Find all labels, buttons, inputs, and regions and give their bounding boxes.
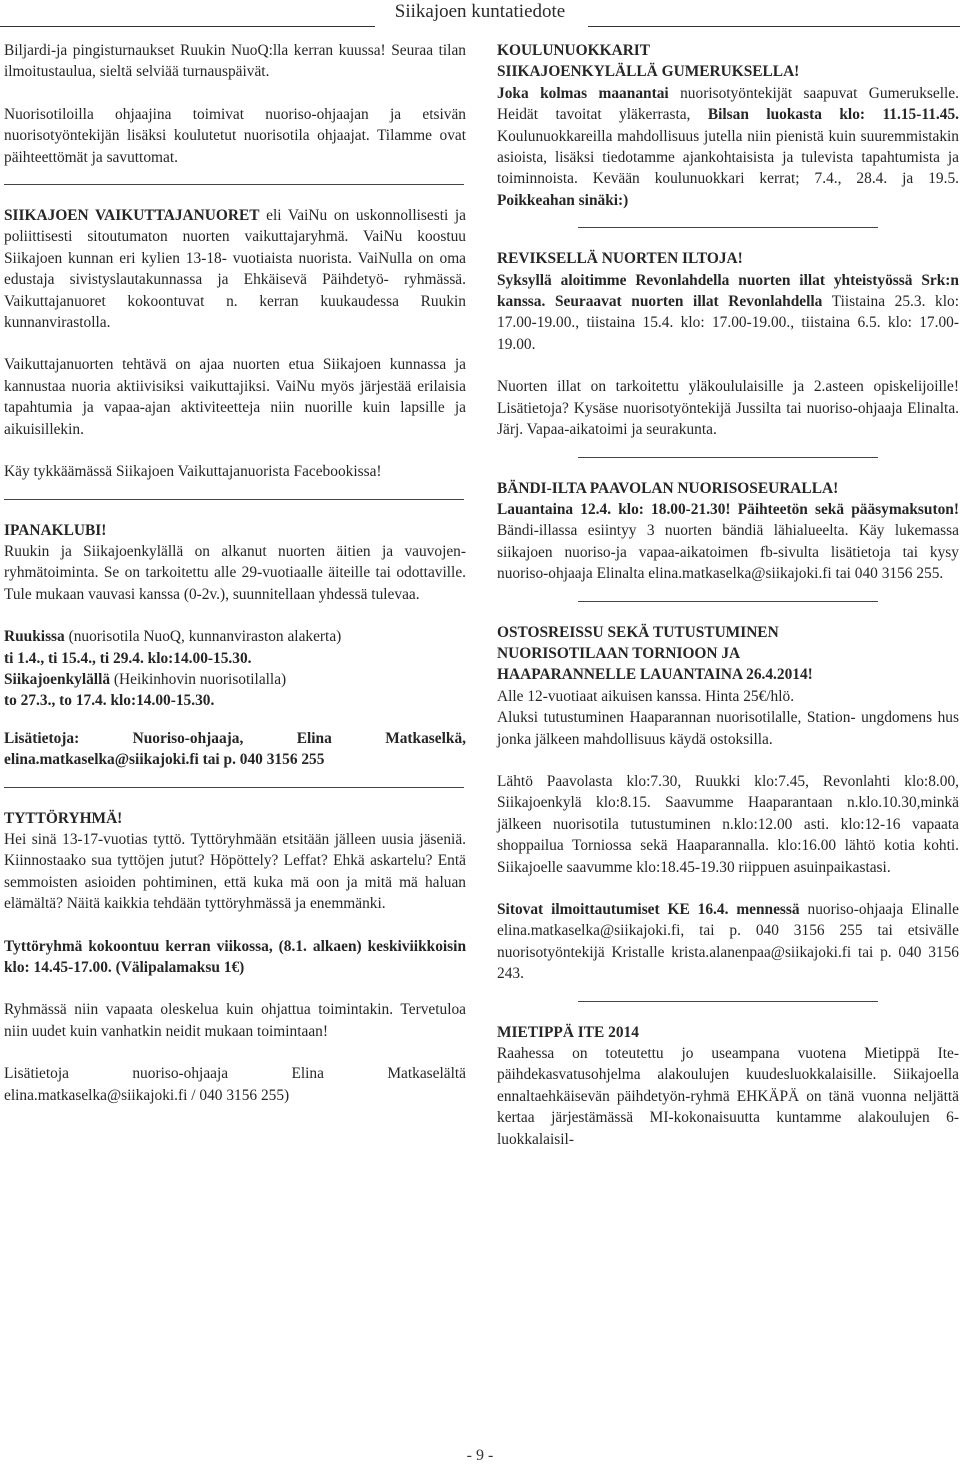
bandi-ilta-title: BÄNDI-ILTA PAAVOLAN NUORISOSEURALLA! [497, 479, 839, 497]
ipanaklubi-schedule [4, 626, 466, 712]
revonlahti-info: Nuorten illat on tarkoitettu yläkoululaisille ja 2.asteen opiskelijoille! Lisätietoja? Kysäse nuorisotyöntekijä Jussilta tai nuoriso-ohjaaja Elinalta. Järj. Vapaa-aikatoimi ja seurakunta. [497, 378, 959, 439]
ostosreissu-description: Aluksi tutustuminen Haaparannan nuorisotilalle, Station- ungdomens hus jonka jälkeen mahdollisuus käydä ostoksilla. [497, 709, 959, 748]
koulunuokkarit-paragraph [497, 83, 959, 211]
header-title: Siikajoen kuntatiedote [394, 1, 566, 22]
vainu-task-paragraph: Vaikuttajanuorten tehtävä on ajaa nuorten etua Siikajoen kunnassa ja kannustaa nuoria aktiivisiksi vaikuttajiksi. VaiNu myös järjestää erilaisia tapahtumia ja vapaa-ajan aktiviteetteja niin nuorille kuin lapsille ja aikuisillekin. [4, 356, 466, 438]
header-rule-right [588, 26, 960, 27]
revonlahti-dates: Tiistaina 25.3. klo: 17.00-19.00., tiistaina 15.4. klo: 17.00-19.00., tiistaina 6.5. klo: 17.00-19.00. [497, 293, 959, 353]
mietippa-title: MIETIPPÄ ITE 2014 [497, 1023, 639, 1041]
header-rule-left [0, 26, 375, 27]
koulunuokkarit-text-2: Koulunuokkareilla mahdollisuus jutella niin pienistä kuin suuremmistakin asioista, lisäksi tiedotamme ajankohtaisista ja tulevista tapahtumista ja toiminnoista. Kevään koulunuokkari kerrat; 7.4., 28.4. ja 19.5. [497, 127, 959, 188]
bandi-ilta-paragraph [497, 499, 959, 585]
ostosreissu-title-2: NUORISOTILAAN TORNIOON JA [497, 644, 741, 662]
vainu-intro [4, 205, 466, 333]
section-divider [4, 787, 464, 788]
siikajoki-location: (Heikinhovin nuorisotilalla) [110, 670, 287, 688]
section-divider [4, 499, 464, 500]
bandi-ilta-date: Lauantaina 12.4. klo: 18.00-21.30! Päihteetön sekä pääsymaksuton! [497, 500, 959, 518]
bandi-ilta-text: Bändi-illassa esiintyy 3 nuorten bändiä lähialueelta. Käy lukemassa siikajoen nuoriso-ja vapaa-aikatoimen fb-sivulta lisätietoja tai kysy nuoriso-ohjaaja Elinalta elina.matkaselka@siikajoki.fi tai 040 3156 255. [497, 522, 959, 583]
ruukissa-dates: ti 1.4., ti 15.4., ti 29.4. klo:14.00-15.30. [4, 649, 252, 667]
billiards-paragraph: Biljardi-ja pingisturnaukset Ruukin NuoQ:lla kerran kuussa! Seuraa tilan ilmoitustaulua, sieltä selviää turnauspäivät. [4, 42, 466, 81]
koulunuokkarit-closing: Poikkeahan sinäki:) [497, 191, 629, 209]
section-divider [578, 457, 878, 458]
ostosreissu-registration [497, 899, 959, 985]
mietippa-paragraph: Raahessa on toteutettu jo useampana vuotena Mietippä Ite- päihdekasvatusohjelma alakoulujen kuudesluokkalaisille. Siikajoella ennaltaehkäisevän päihdetyön-ryhmä EHKÄPÄ on tänä vuonna neljättä kertaa järjestämässä MI-kokonaisuutta kuntamme alakoulujen 6-luokkalaisil- [497, 1045, 959, 1148]
koulunuokkarit-title-1: KOULUNUOKKARIT [497, 42, 651, 59]
left-column [4, 40, 466, 1106]
siikajoki-label: Siikajoenkylällä [4, 670, 111, 688]
ostosreissu-deadline: Sitovat ilmoittautumiset KE 16.4. mennessä [497, 901, 800, 918]
section-divider [578, 227, 878, 228]
revonlahti-title: REVIKSELLÄ NUORTEN ILTOJA! [497, 250, 743, 268]
vainu-intro-text: eli VaiNu on uskonnollisesti ja poliittisesti sitoutumaton nuorten vaikuttajaryhmä. VaiNu koostuu Siikajoen kunnan eri kylien 13-18- vuotiaista nuorista. VaiNulla on oma edustaja sivistyslautakunnassa ja Ehkäisevä Päihdetyö- ryhmässä. Vaikuttajanuoret kokoontuvat n. kerran kuukaudessa Ruukin kunnanvirastolla. [4, 207, 466, 332]
ruukissa-label: Ruukissa [4, 628, 65, 646]
ostosreissu-schedule: Lähtö Paavolasta klo:7.30, Ruukki klo:7.45, Revonlahti klo:8.00, Siikajoenkylä klo:8.15. Saavumme Haaparantaan n.klo.10.30,minkä jälkeen nuorisotila tutustuminen n.klo:12.00 asti. klo:12-16 vapaata shoppailua Torniossa sekä Haaparannalla. klo:16.00 lähtö kotia kohti. Siikajoelle saavumme klo:18.45-19.30 riippuen asuinpaikastasi. [497, 772, 959, 876]
tyttoryhma-paragraph: Hei sinä 13-17-vuotias tyttö. Tyttöryhmään etsitään jälleen uusia jäseniä. Kiinnostaako sua tyttöjen jutut? Höpöttely? Leffat? Ehkä askartelu? Entä semmoisten asioiden pohtiminen, että kuka mä oon ja mitä mä haluan elämältä? Näitä kaikkia tehdään tyttöryhmässä ja enemmänki. [4, 830, 466, 913]
ipanaklubi-title: IPANAKLUBI! [4, 521, 107, 539]
ipanaklubi-contact: Lisätietoja: Nuoriso-ohjaaja, Elina Matkaselkä, elina.matkaselka@siikajoki.fi tai p. 040 3156 255 [4, 729, 466, 769]
revonlahti-intro: Syksyllä aloitimme Revonlahdella nuorten illat yhteistyössä Srk:n kanssa. Seuraavat nuorten illat Revonlahdella [497, 271, 959, 311]
koulunuokkarit-location: Bilsan luokasta klo: 11.15-11.45. [707, 106, 959, 124]
tyttoryhma-schedule: Tyttöryhmä kokoontuu kerran viikossa, (8.1. alkaen) keskiviikkoisin klo: 14.45-17.00. (Välipalamaksu 1€) [4, 937, 466, 976]
ruukissa-location: (nuorisotila NuoQ, kunnanviraston alakerta) [64, 628, 342, 646]
section-divider [578, 1001, 878, 1002]
right-column [497, 40, 959, 1150]
youth-leaders-paragraph: Nuorisotiloilla ohjaajina toimivat nuoriso-ohjaajan ja etsivän nuorisotyöntekijän lisäksi koulutetut nuorisotila ohjaajat. Tilamme ovat päihteettömät ja savuttomat. [4, 105, 466, 166]
ostosreissu-title-3: HAAPARANNELLE LAUANTAINA 26.4.2014! [497, 666, 813, 684]
page-header [0, 0, 960, 26]
section-divider [578, 601, 878, 602]
tyttoryhma-contact: Lisätietoja nuoriso-ohjaaja Elina Matkaselältä elina.matkaselka@siikajoki.fi / 040 3156 255) [4, 1065, 466, 1104]
siikajoki-dates: to 27.3., to 17.4. klo:14.00-15.30. [4, 692, 215, 710]
ostosreissu-contact: nuoriso-ohjaaja Elinalle elina.matkaselka@siikajoki.fi, tai p. 040 3156 255 tai etsivälle nuorisotyöntekijä Kristalle krista.alanenpaa@siikajoki.fi tai p. 040 3156 243. [497, 901, 960, 983]
revonlahti-paragraph [497, 270, 959, 356]
tyttoryhma-title: TYTTÖRYHMÄ! [4, 809, 123, 827]
tyttoryhma-welcome: Ryhmässä niin vapaata oleskelua kuin ohjattua toimintakin. Tervetuloa niin uudet kuin vanhatkin neidit mukaan toimintaan! [4, 1001, 466, 1040]
koulunuokkarit-title-2: SIIKAJOENKYLÄLLÄ GUMERUKSELLA! [497, 63, 800, 81]
ostosreissu-title-1: OSTOSREISSU SEKÄ TUTUSTUMINEN [497, 623, 779, 641]
koulunuokkarit-frequency: Joka kolmas maanantai [497, 84, 669, 102]
page-number: - 9 - [466, 1447, 494, 1464]
vainu-name: SIIKAJOEN VAIKUTTAJANUORET [4, 207, 260, 225]
ipanaklubi-paragraph: Ruukin ja Siikajoenkylällä on alkanut nuorten äitien ja vauvojen-ryhmätoiminta. Se on tarkoitettu alle 29-vuotiaalle äiteille tai odottaville. Tule mukaan vauvasi kanssa (0-2v.), suunnitellaan yhdessä tulevaa. [4, 542, 466, 603]
ostosreissu-price: Alle 12-vuotiaat aikuisen kanssa. Hinta 25€/hlö. [497, 687, 795, 705]
koulunuokkarit-text-1: nuorisotyöntekijät saapuvat Gumerukselle. Heidät tavoitat yläkerrasta, [497, 84, 959, 124]
section-divider [4, 184, 464, 185]
vainu-facebook-paragraph: Käy tykkäämässä Siikajoen Vaikuttajanuorista Facebookissa! [4, 463, 382, 481]
